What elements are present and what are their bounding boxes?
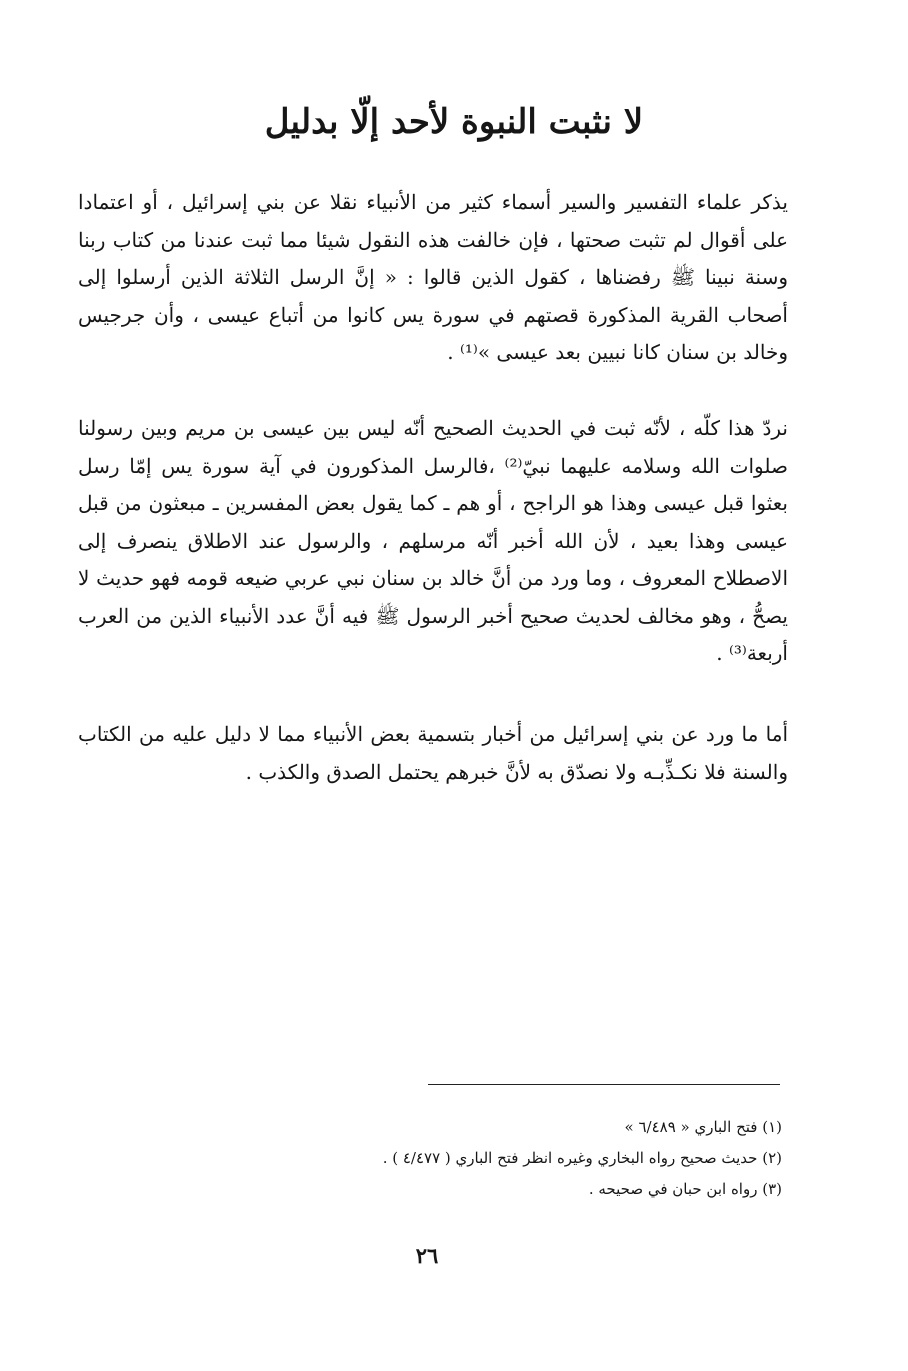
footnote-1: (١) فتح الباري « ٦/٤٨٩ » (624, 1118, 782, 1136)
footnote-divider (428, 1084, 780, 1085)
footnote-2: (٢) حديث صحيح رواه البخاري وغيره انظر فتح الباري ( ٤/٤٧٧ ) . (382, 1149, 782, 1167)
body-paragraph-2: نردّ هذا كلّه ، لأنّه ثبت في الحديث الصحيح أنّه ليس بين عيسى بن مريم وبين رسولنا صلوات الله وسلامه عليهما نبيّ⁽²⁾ ،فالرسل المذكورون في آية سورة يس إمّا رسل بعثوا قبل عيسى وهذا هو الراجح ، أو هم ـ كما يقول بعض المفسرين ـ مبعثون من قبل عيسى وهذا بعيد ، لأن الله أخبر أنّه مرسلهم ، والرسول عند الاطلاق ينصرف إلى الاصطلاح المعروف ، وما ورد من أنَّ خالد بن سنان نبي عربي ضيعه قومه فهو حديث لا يصحُّ ، وهو مخالف لحديث صحيح أخبر الرسول ﷺ فيه أنَّ عدد الأنبياء الذين من العرب أربعة⁽³⁾ . (78, 416, 788, 665)
body-paragraph-1: يذكر علماء التفسير والسير أسماء كثير من الأنبياء نقلا عن بني إسرائيل ، أو اعتمادا على أقوال لم تثبت صحتها ، فإن خالفت هذه النقول شيئا مما ثبت عندنا من كتاب ربنا وسنة نبينا ﷺ رفضناها ، كقول الذين قالوا : « إنَّ الرسل الثلاثة الذين أرسلوا إلى أصحاب القرية المذكورة قصتهم في سورة يس كانوا من أتباع عيسى ، وأن جرجيس وخالد بن سنان كانا نبيين بعد عيسى »⁽¹⁾ . (78, 190, 788, 364)
body-paragraph-3: أما ما ورد عن بني إسرائيل من أخبار بتسمية بعض الأنبياء مما لا دليل عليه من الكتاب والسنة فلا نكـذِّبـه ولا نصدّق به لأنَّ خبرهم يحتمل الصدق والكذب . (78, 722, 788, 784)
footnotes-section (300, 1112, 782, 1205)
page-title: لا نثبت النبوة لأحد إلّا بدليل (264, 102, 644, 142)
page-number: ٢٦ (415, 1243, 439, 1268)
footnote-3: (٣) رواه ابن حبان في صحيحه . (588, 1180, 782, 1198)
